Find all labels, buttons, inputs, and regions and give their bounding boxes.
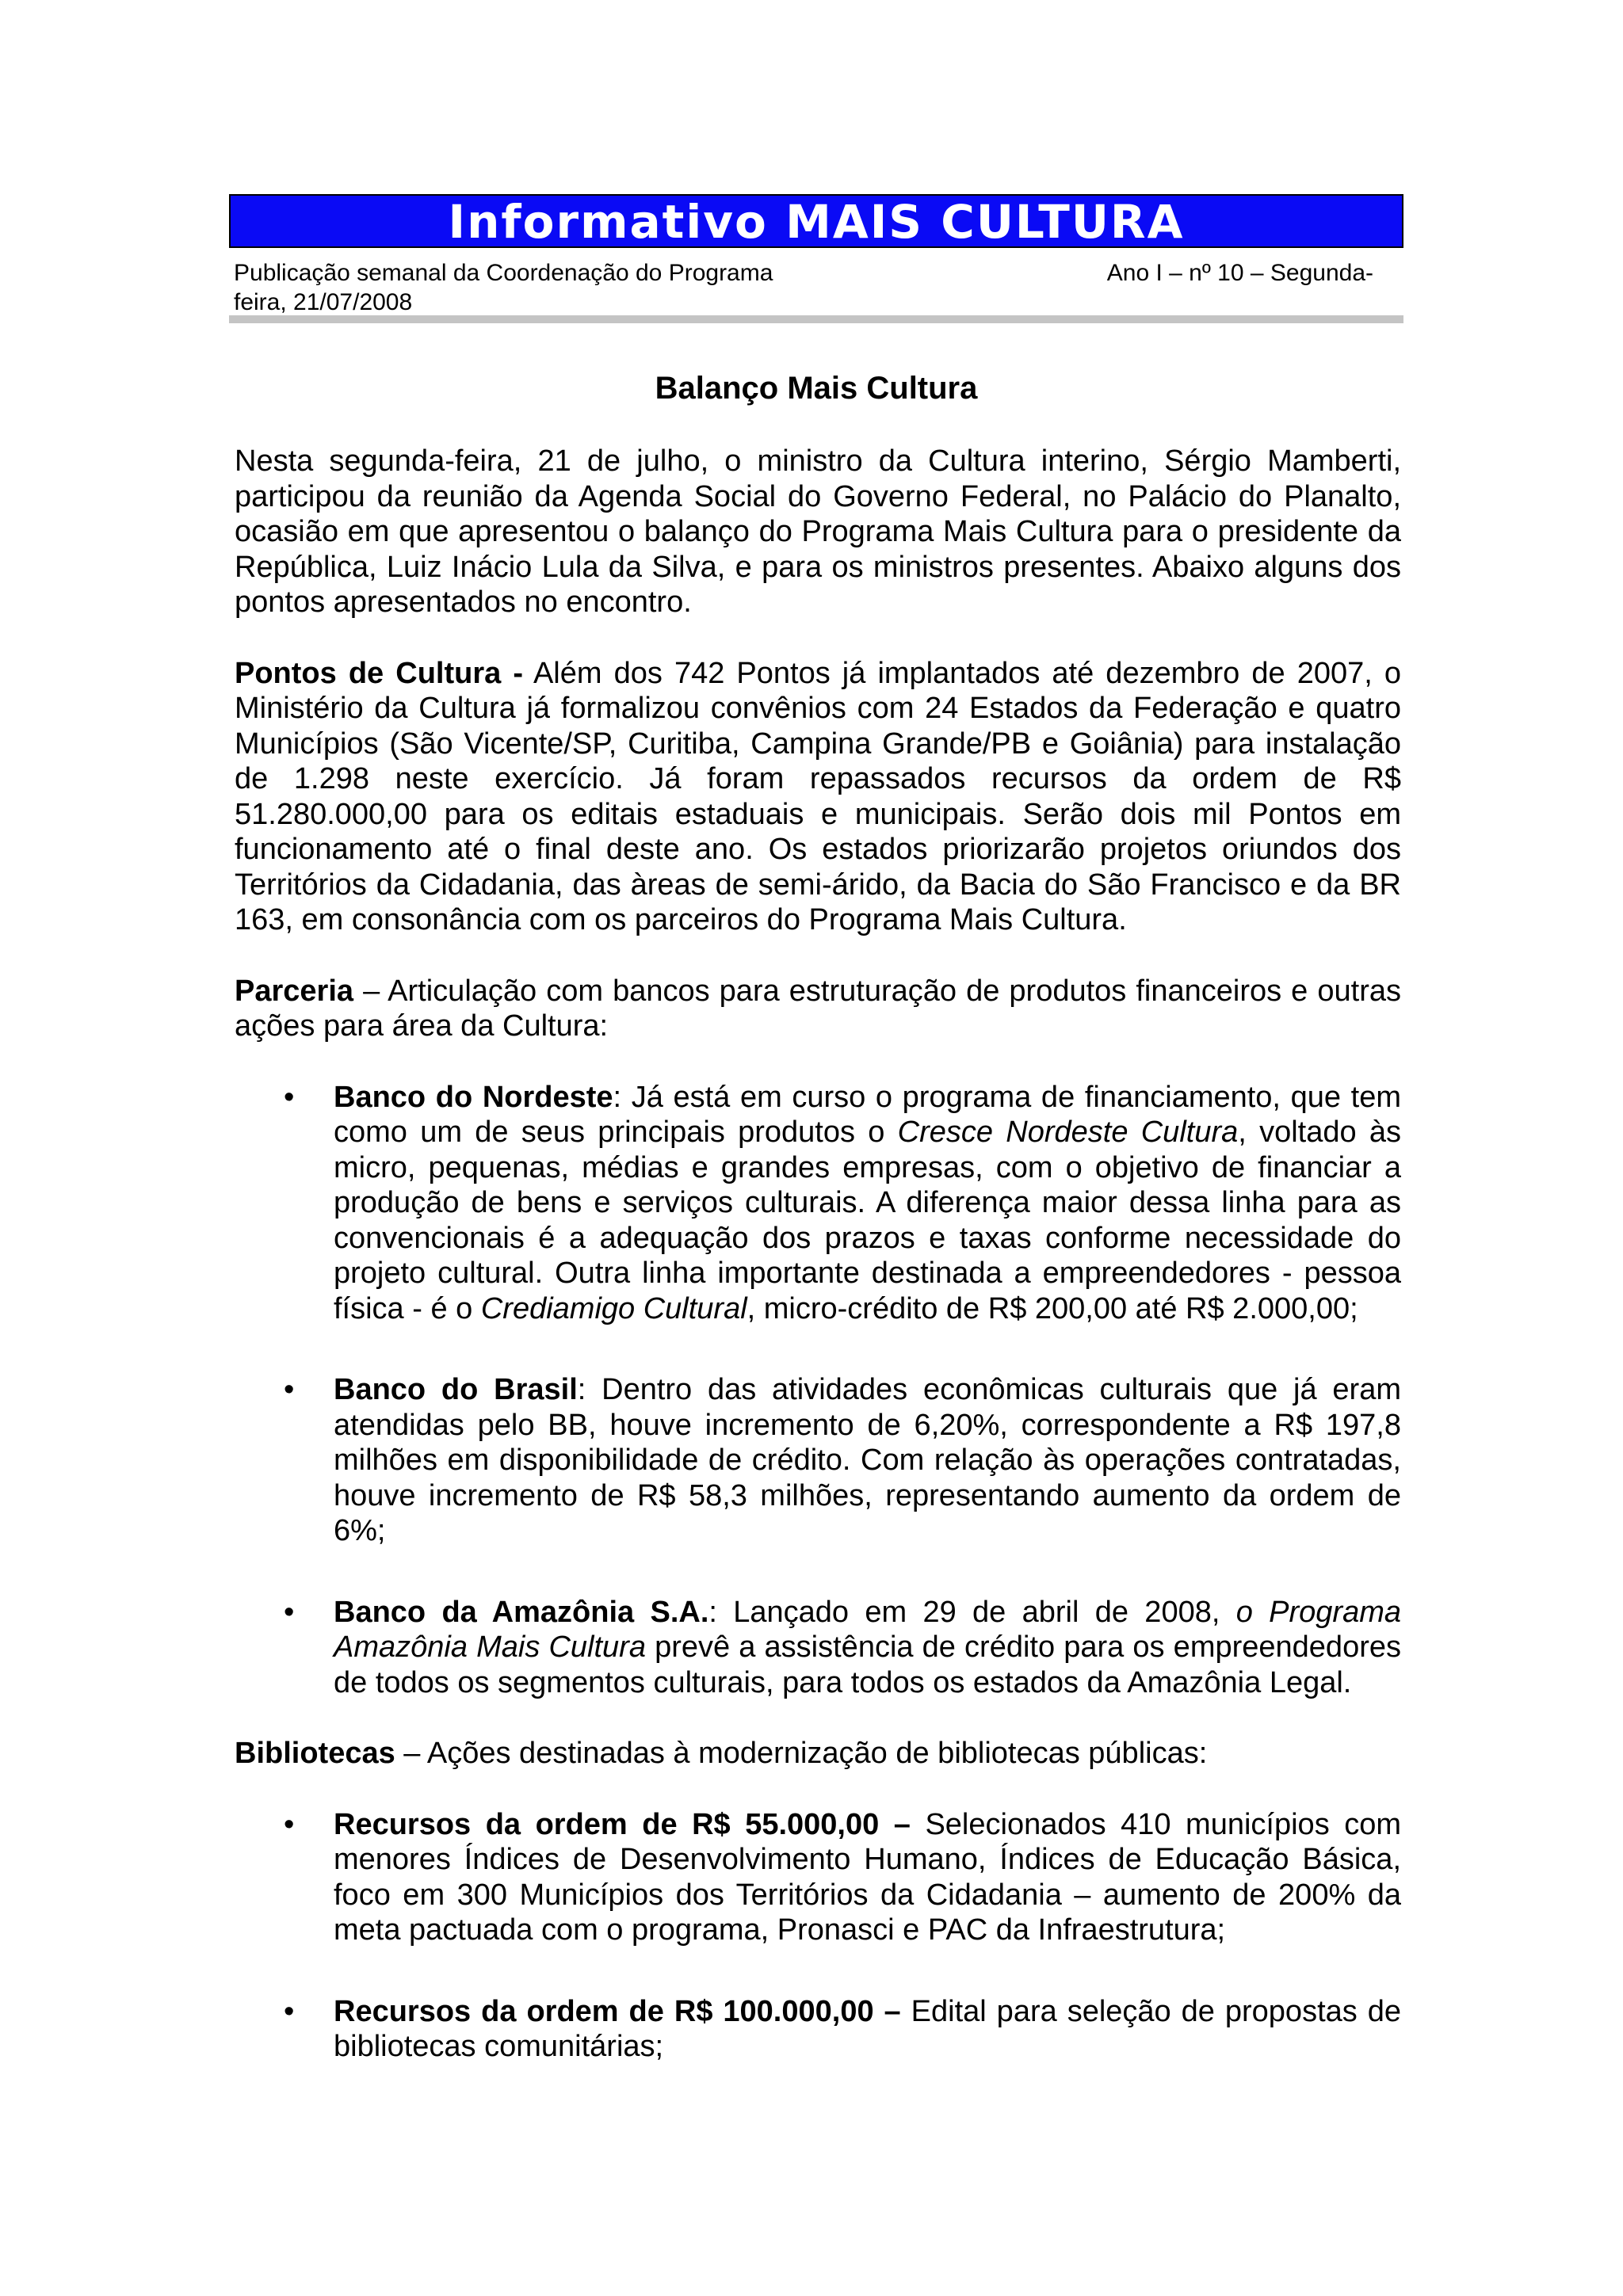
bibliotecas-paragraph (235, 1736, 1401, 1772)
bullet-icon: • (284, 1080, 295, 1114)
item-text: , micro-crédito de R$ 200,00 até R$ 2.000,00; (747, 1291, 1358, 1325)
header-divider (229, 315, 1403, 323)
bullet-icon: • (284, 1373, 295, 1406)
item-label: Recursos da ordem de R$ 55.000,00 – (334, 1807, 911, 1841)
list-item-recursos-55000 (235, 1807, 1401, 1948)
pontos-paragraph (235, 656, 1401, 938)
newsletter-banner (229, 194, 1403, 248)
item-text: prevê a assistência de crédito para os empreendedores de todos os segmentos culturais, para todos os estados da Amazônia Legal. (334, 1630, 1401, 1699)
item-label: Banco do Brasil (334, 1373, 578, 1406)
parceria-text: – Articulação com bancos para estruturação de produtos financeiros e outras ações para área da Cultura: (235, 974, 1401, 1043)
item-text: , voltado às micro, pequenas, médias e grandes empresas, com o objetivo de financiar a produção de bens e serviços culturais. A diferença maior dessa linha para as convencionais é a adequação dos prazos e taxas conforme necessidade do projeto cultural. Outra linha importante destinada a empreendedores - pessoa física - é o (334, 1116, 1402, 1325)
item-emphasis: o Programa Amazônia Mais Cultura (334, 1595, 1402, 1664)
bibliotecas-list (235, 1807, 1401, 2065)
bullet-icon: • (284, 1994, 295, 2028)
document-body (235, 444, 1401, 2065)
item-text: : Lançado em 29 de abril de 2008, (708, 1595, 1236, 1629)
publication-description: Publicação semanal da Coordenação do Programa (234, 260, 773, 286)
bibliotecas-text: – Ações destinadas à modernização de bibliotecas públicas: (395, 1737, 1208, 1770)
publication-info (234, 258, 1373, 317)
bullet-icon: • (284, 1595, 295, 1629)
pontos-text: Além dos 742 Pontos já implantados até dezembro de 2007, o Ministério da Cultura já formalizou convênios com 24 Estados da Federação e quatro Municípios (São Vicente/SP, Curitiba, Campina Grande/PB e Goiânia) para instalação de 1.298 neste exercício. Já foram repassados recursos da ordem de R$ 51.280.000,00 para os editais estaduais e municipais. Serão dois mil Pontos em funcionamento até o final deste ano. Os estados priorizarão projetos oriundos dos Territórios da Cidadania, das àreas de semi-árido, da Bacia do São Francisco e da BR 163, em consonância com os parceiros do Programa Mais Cultura. (235, 656, 1401, 936)
parceria-paragraph (235, 974, 1401, 1044)
item-emphasis: Crediamigo Cultural (480, 1291, 747, 1325)
banner-title: Informativo MAIS CULTURA (448, 195, 1185, 249)
bibliotecas-label: Bibliotecas (235, 1737, 395, 1770)
item-label: Banco da Amazônia S.A. (334, 1595, 709, 1629)
list-item-banco-amazonia (235, 1595, 1401, 1701)
bullet-icon: • (284, 1807, 295, 1841)
item-label: Banco do Nordeste (334, 1080, 613, 1114)
intro-paragraph: Nesta segunda-feira, 21 de julho, o ministro da Cultura interino, Sérgio Mamberti, participou da reunião da Agenda Social do Governo Federal, no Palácio do Planalto, ocasião em que apresentou o balanço do Programa Mais Cultura para o presidente da República, Luiz Inácio Lula da Silva, e para os ministros presentes. Abaixo alguns dos pontos apresentados no encontro. (235, 444, 1401, 619)
list-item-banco-brasil (235, 1372, 1401, 1549)
parceria-list (235, 1080, 1401, 1701)
item-text: : Dentro das atividades econômicas culturais que já eram atendidas pelo BB, houve incremento de 6,20%, correspondente a R$ 197,8 milhões em disponibilidade de crédito. Com relação às operações contratadas, houve incremento de R$ 58,3 milhões, representando aumento da ordem de 6%; (334, 1373, 1401, 1547)
item-emphasis: Cresce Nordeste Cultura (897, 1116, 1239, 1149)
issue-number: Ano I – nº 10 – Segunda- (1106, 260, 1373, 286)
publication-date: feira, 21/07/2008 (234, 289, 413, 315)
list-item-banco-nordeste (235, 1080, 1401, 1327)
item-text: : Já está em curso o programa de financiamento, que tem como um de seus principais produtos o (334, 1080, 1401, 1149)
parceria-label: Parceria (235, 974, 354, 1008)
item-text: Edital para seleção de propostas de bibliotecas comunitárias; (334, 1994, 1401, 2063)
item-label: Recursos da ordem de R$ 100.000,00 – (334, 1994, 901, 2028)
pontos-label: Pontos de Cultura - (235, 656, 523, 690)
list-item-recursos-100000 (235, 1994, 1401, 2065)
item-text: Selecionados 410 municípios com menores Índices de Desenvolvimento Humano, Índices de Educação Básica, foco em 300 Municípios dos Territórios da Cidadania – aumento de 200% da meta pactuada com o programa, Pronasci e PAC da Infraestrutura; (334, 1807, 1402, 1947)
document-title: Balanço Mais Cultura (655, 371, 978, 406)
